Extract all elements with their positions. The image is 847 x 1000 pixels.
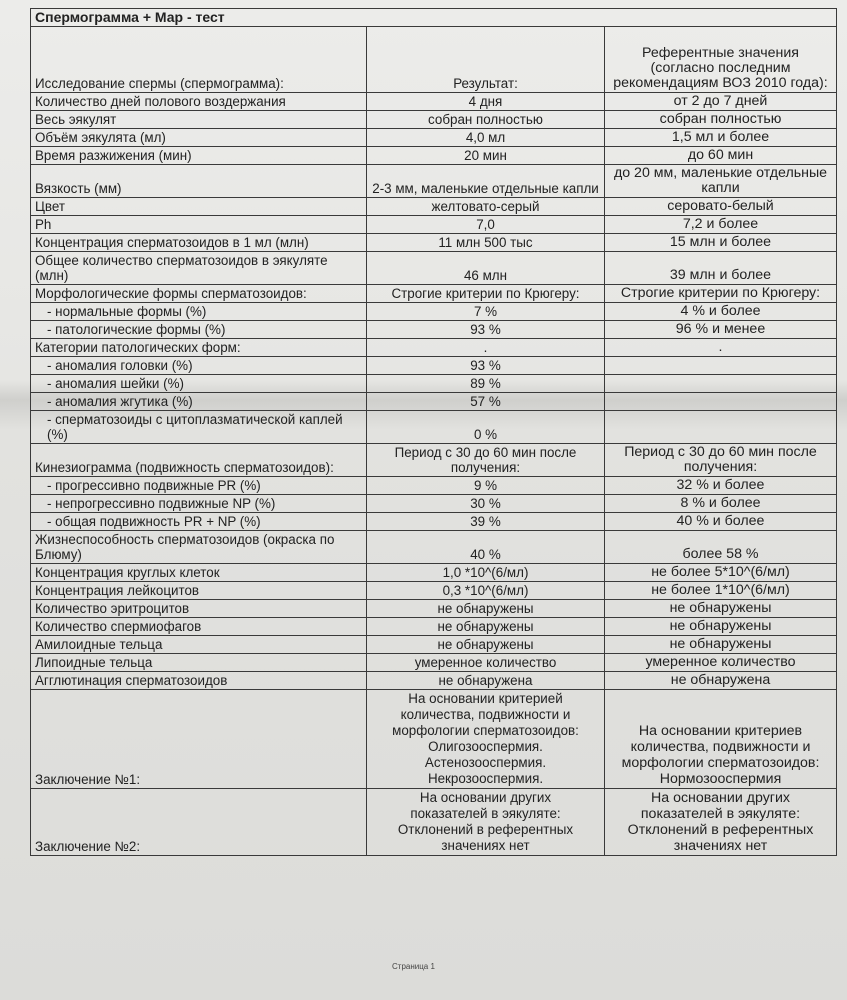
row-result: 93 % [367,357,605,375]
row-result: умеренное количество [367,654,605,672]
table-row [31,531,837,564]
row-reference [605,375,837,393]
row-name: Жизнеспособность сперматозоидов (окраска по Блюму) [31,531,367,564]
page-number: Страница 1 [392,962,435,971]
row-reference: не более 1*10^(6/мл) [605,582,837,600]
conclusion-line: Астенозооспермия. [424,755,547,770]
table-row [31,129,837,147]
row-reference: Строгие критерии по Крюгеру: [605,285,837,303]
row-reference: Период с 30 до 60 мин после получения: [605,444,837,477]
header-study: Исследование спермы (спермограмма): [31,27,367,93]
conclusion-row [31,690,837,789]
row-reference [605,411,837,444]
row-name: Цвет [31,198,367,216]
conclusion-line: На основании других [651,790,790,806]
row-name: - непрогрессивно подвижные NP (%) [31,495,367,513]
table-row [31,477,837,495]
row-reference: не более 5*10^(6/мл) [605,564,837,582]
table-row [31,375,837,393]
table-row [31,147,837,165]
row-name: - аномалия головки (%) [31,357,367,375]
row-result: Строгие критерии по Крюгеру: [367,285,605,303]
row-reference: собран полностью [605,111,837,129]
row-result: 2-3 мм, маленькие отдельные капли [367,165,605,198]
row-reference [605,357,837,375]
row-result: Период с 30 до 60 мин после получения: [367,444,605,477]
row-reference: 96 % и менее [605,321,837,339]
table-row [31,93,837,111]
conclusion-line: Отклонений в референтных [627,822,814,838]
row-reference: до 60 мин [605,147,837,165]
row-result: 0,3 *10^(6/мл) [367,582,605,600]
table-row [31,393,837,411]
conclusion-reference [605,690,837,789]
table-row [31,654,837,672]
row-name: - патологические формы (%) [31,321,367,339]
table-row [31,165,837,198]
row-name: - аномалия жгутика (%) [31,393,367,411]
row-name: Липоидные тельца [31,654,367,672]
row-result: 20 мин [367,147,605,165]
row-reference: серовато-белый [605,198,837,216]
header-result: Результат: [367,27,605,93]
row-reference: не обнаружены [605,600,837,618]
conclusion-line: морфологии сперматозоидов: [392,723,579,738]
conclusion-line: Отклонений в референтных [397,822,574,837]
table-row [31,321,837,339]
conclusion-line: На основании других [419,790,552,805]
row-reference: не обнаружены [605,618,837,636]
conclusion-line: количества, подвижности и [630,739,811,755]
row-name: Амилоидные тельца [31,636,367,654]
conclusion-line: Олигозооспермия. [428,739,543,754]
table-row [31,303,837,321]
row-result: желтовато-серый [367,198,605,216]
row-result: 1,0 *10^(6/мл) [367,564,605,582]
row-name: Ph [31,216,367,234]
row-name: Количество эритроцитов [31,600,367,618]
row-name: Морфологические формы сперматозоидов: [31,285,367,303]
row-result: не обнаружены [367,618,605,636]
row-name: Агглютинация сперматозоидов [31,672,367,690]
conclusion-line: значениях нет [441,838,530,853]
table-row [31,234,837,252]
row-result: 57 % [367,393,605,411]
conclusion-line: На основании критерией [408,691,563,706]
table-row [31,513,837,531]
row-result: 30 % [367,495,605,513]
row-result: 4 дня [367,93,605,111]
row-name: Концентрация круглых клеток [31,564,367,582]
row-name: - нормальные формы (%) [31,303,367,321]
row-name: Время разжижения (мин) [31,147,367,165]
row-result: не обнаружены [367,636,605,654]
conclusion-line: Нормозооспермия [659,771,782,787]
table-row [31,339,837,357]
row-reference: более 58 % [605,531,837,564]
results-table [30,8,837,856]
row-reference: 32 % и более [605,477,837,495]
row-result: 93 % [367,321,605,339]
row-result: 40 % [367,531,605,564]
table-row [31,636,837,654]
row-result: 39 % [367,513,605,531]
table-row [31,618,837,636]
table-row [31,216,837,234]
row-reference: до 20 мм, маленькие отдельные капли [605,165,837,198]
table-row [31,600,837,618]
row-name: Концентрация сперматозоидов в 1 мл (млн) [31,234,367,252]
row-result: 0 % [367,411,605,444]
row-result: 46 млн [367,252,605,285]
row-result: 9 % [367,477,605,495]
row-result: 89 % [367,375,605,393]
header-reference: Референтные значения (согласно последним рекомендациям ВОЗ 2010 года): [605,27,837,93]
conclusion-result [367,690,605,789]
row-name: Концентрация лейкоцитов [31,582,367,600]
row-result: 7 % [367,303,605,321]
row-reference: 15 млн и более [605,234,837,252]
table-row [31,495,837,513]
row-result: 7,0 [367,216,605,234]
row-result: не обнаружена [367,672,605,690]
row-name: - общая подвижность PR + NP (%) [31,513,367,531]
row-name: Кинезиограмма (подвижность сперматозоидов): [31,444,367,477]
row-name: - сперматозоиды с цитоплазматической каплей (%) [31,411,367,444]
row-name: - аномалия шейки (%) [31,375,367,393]
table-row [31,564,837,582]
conclusion-result [367,789,605,856]
row-reference: 7,2 и более [605,216,837,234]
row-reference: 1,5 мл и более [605,129,837,147]
conclusion-line: показателей в эякуляте: [640,806,801,822]
row-result: 11 млн 500 тыс [367,234,605,252]
conclusion-line: показателей в эякуляте: [410,806,561,821]
table-row [31,198,837,216]
row-name: Вязкость (мм) [31,165,367,198]
row-name: Количество дней полового воздержания [31,93,367,111]
table-row [31,357,837,375]
table-row [31,252,837,285]
conclusion-label: Заключение №2: [31,789,367,856]
row-result: 4,0 мл [367,129,605,147]
conclusion-row [31,789,837,856]
conclusion-line: На основании критериев [638,723,803,739]
row-result: не обнаружены [367,600,605,618]
document-title: Спермограмма + Мар - тест [31,9,837,27]
conclusion-label: Заключение №1: [31,690,367,789]
table-row [31,672,837,690]
row-name: Общее количество сперматозоидов в эякуляте (млн) [31,252,367,285]
conclusion-line: морфологии сперматозоидов: [621,755,820,771]
row-reference: . [605,339,837,357]
table-row [31,111,837,129]
row-reference: не обнаружены [605,636,837,654]
table-row [31,285,837,303]
row-reference: 8 % и более [605,495,837,513]
conclusion-line: значениях нет [673,838,768,854]
row-name: Объём эякулята (мл) [31,129,367,147]
row-result: собран полностью [367,111,605,129]
row-name: Количество спермиофагов [31,618,367,636]
row-reference: 40 % и более [605,513,837,531]
row-reference: не обнаружена [605,672,837,690]
title-row [31,9,837,27]
row-reference: 39 млн и более [605,252,837,285]
row-reference: от 2 до 7 дней [605,93,837,111]
row-reference [605,393,837,411]
table-row [31,582,837,600]
row-result: . [367,339,605,357]
row-reference: умеренное количество [605,654,837,672]
row-name: - прогрессивно подвижные PR (%) [31,477,367,495]
header-row [31,27,837,93]
conclusion-reference [605,789,837,856]
conclusion-line: Некрозооспермия. [427,771,544,786]
row-reference: 4 % и более [605,303,837,321]
table-row [31,411,837,444]
row-name: Категории патологических форм: [31,339,367,357]
conclusion-line: количества, подвижности и [400,707,571,722]
table-row [31,444,837,477]
row-name: Весь эякулят [31,111,367,129]
